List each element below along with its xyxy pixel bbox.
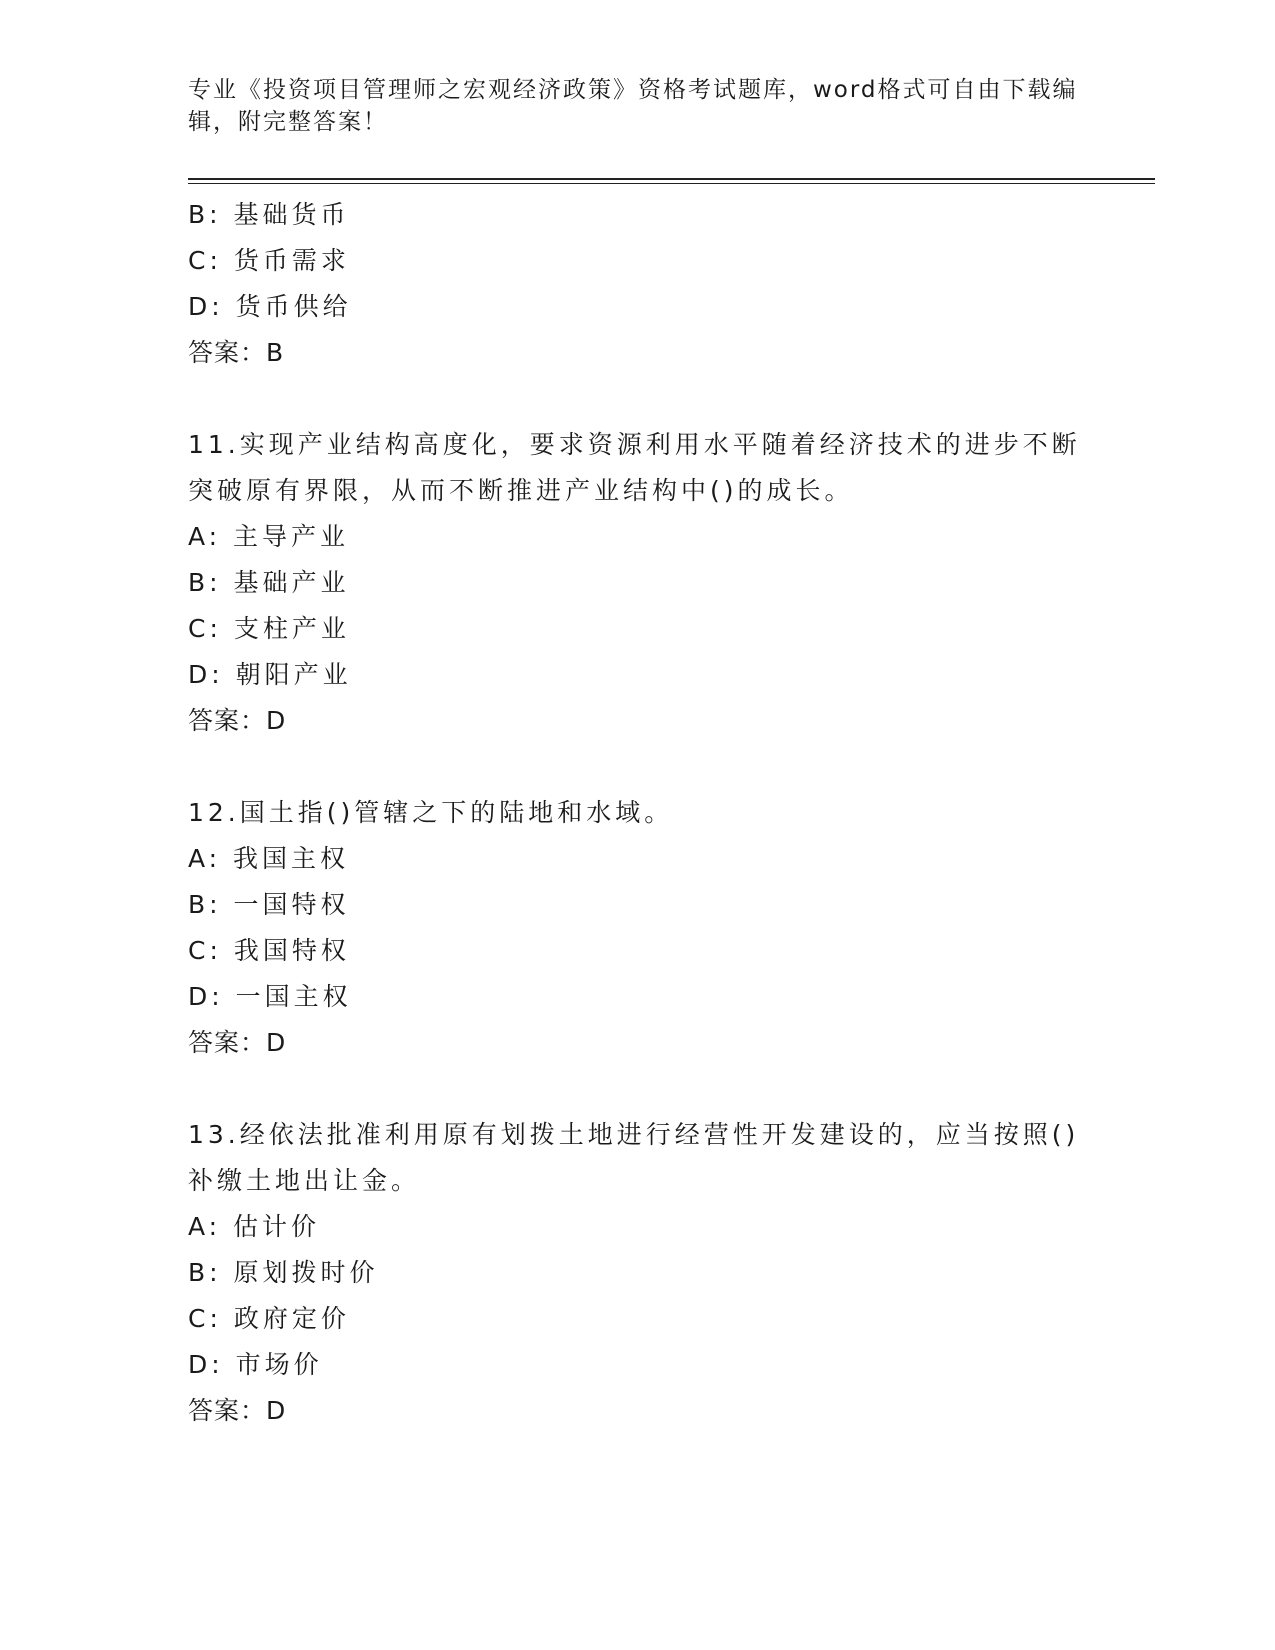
header-rule-thin [188, 183, 1155, 184]
option-d: D: 朝阳产业 [188, 660, 352, 689]
header-line-2: 辑，附完整答案！ [188, 109, 388, 135]
question-12 [188, 790, 1088, 1066]
header-line-1: 专业《投资项目管理师之宏观经济政策》资格考试题库，word格式可自由下载编 [188, 77, 1078, 103]
answer-line: 答案：D [188, 1028, 287, 1057]
question-13 [188, 1112, 1088, 1434]
document-header [188, 74, 1088, 138]
option-a: A: 主导产业 [188, 522, 350, 551]
option-d: D: 货币供给 [188, 292, 352, 321]
option-c: C: 货币需求 [188, 246, 350, 275]
option-b: B: 原划拨时价 [188, 1258, 379, 1287]
question-stem-continued: 补缴土地出让金。 [188, 1166, 421, 1195]
option-b: B: 基础货币 [188, 200, 350, 229]
question-list [188, 192, 1088, 1434]
option-a: A: 我国主权 [188, 844, 350, 873]
answer-line: 答案：D [188, 706, 287, 735]
option-c: C: 支柱产业 [188, 614, 350, 643]
question-10-continued [188, 192, 1088, 376]
header-rule-thick [188, 178, 1155, 180]
option-c: C: 我国特权 [188, 936, 350, 965]
question-stem: 12.国土指()管辖之下的陆地和水域。 [188, 798, 674, 827]
option-a: A: 估计价 [188, 1212, 321, 1241]
option-d: D: 一国主权 [188, 982, 352, 1011]
option-d: D: 市场价 [188, 1350, 323, 1379]
question-stem: 11.实现产业结构高度化，要求资源利用水平随着经济技术的进步不断 [188, 430, 1081, 459]
option-c: C: 政府定价 [188, 1304, 350, 1333]
question-11 [188, 422, 1088, 744]
question-stem-continued: 突破原有界限，从而不断推进产业结构中()的成长。 [188, 476, 854, 505]
answer-line: 答案：D [188, 1396, 287, 1425]
answer-line: 答案：B [188, 338, 285, 367]
question-stem: 13.经依法批准利用原有划拨土地进行经营性开发建设的，应当按照() [188, 1120, 1080, 1149]
option-b: B: 基础产业 [188, 568, 350, 597]
option-b: B: 一国特权 [188, 890, 350, 919]
